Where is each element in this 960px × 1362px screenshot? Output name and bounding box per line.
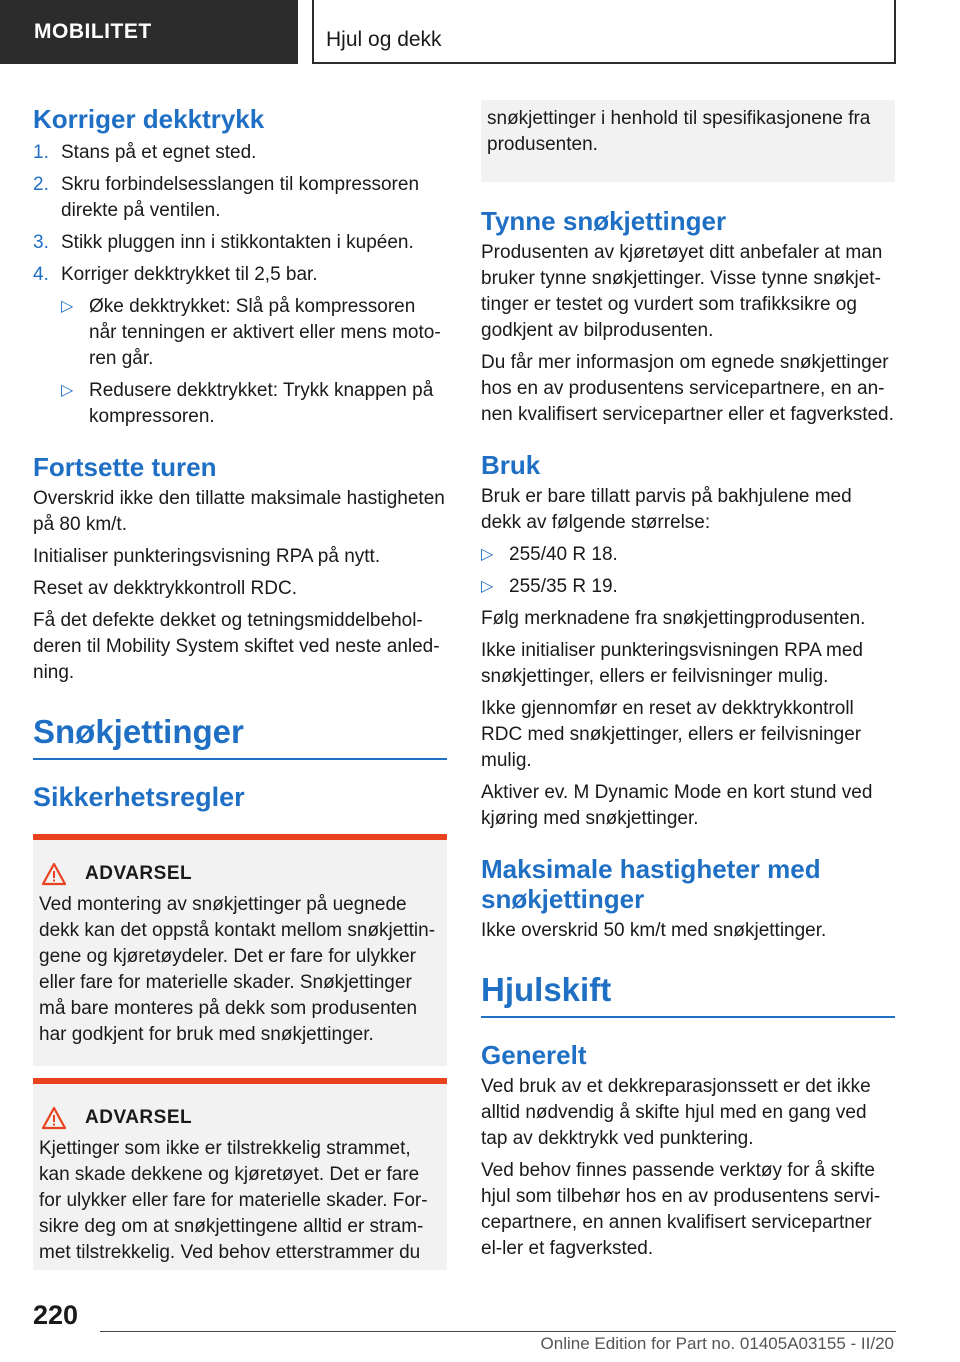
right-column <box>481 100 895 1262</box>
list-item <box>481 542 895 568</box>
page-header <box>0 0 960 66</box>
section-heading-hjulskift <box>481 970 895 1018</box>
paragraph: Du får mer informasjon om egnede snøkjettinger hos en av produsentens servicepartnere, en an‐nen kvalifisert servicepartner eller et fagverksted. <box>481 352 894 425</box>
paragraph: Ved bruk av et dekkreparasjonssett er det ikke alltid nødvendig å skifte hjul med en gang ved tap av dekktrykk ved punktering. <box>481 1076 871 1149</box>
heading-tynne-snokjettinger: Tynne snøkjettinger <box>481 206 727 236</box>
steps-list <box>33 140 447 288</box>
list-item <box>61 378 447 430</box>
warning-text-continued: snøkjettinger i henhold til spesifikasjonene fra produsenten. <box>487 108 871 155</box>
warning-box <box>33 1078 447 1270</box>
triangle-bullet-icon: ▷ <box>61 298 74 315</box>
list-item <box>61 294 447 372</box>
warning-triangle-icon <box>41 862 67 886</box>
paragraph: Ved behov finnes passende verktøy for å skifte hjul som tilbehør hos en av produsentens servi‐cepartnere, en annen kvalifisert servicepartner el‐ler et fagverksted. <box>481 1160 881 1259</box>
footer-divider <box>100 1331 896 1332</box>
paragraph: Aktiver ev. M Dynamic Mode en kort stund ved kjøring med snøkjettinger. <box>481 782 873 829</box>
warning-text: Kjettinger som ikke er tilstrekkelig strammet, kan skade dekkene og kjøretøyet. Det er fare for ulykker eller fare for materielle skader. For‐sikre deg om at snøkjettingene alltid er stram‐met tilstrekkelig. Ved behov etterstrammer du <box>39 1138 428 1263</box>
tire-sizes-list <box>481 542 895 600</box>
tire-size: 255/40 R 18. <box>509 544 618 565</box>
paragraph: Følg merknadene fra snøkjettingprodusenten. <box>481 608 866 629</box>
paragraph: Produsenten av kjøretøyet ditt anbefaler at man bruker tynne snøkjettinger. Visse tynne snøkjet‐tinger er testet og vurdert som trafikksikre og godkjent av bilprodusenten. <box>481 242 883 341</box>
paragraph: Reset av dekktrykkontroll RDC. <box>33 578 297 599</box>
warning-header <box>39 1106 441 1130</box>
paragraph: Bruk er bare tillatt parvis på bakhjulene med dekk av følgende størrelse: <box>481 486 852 533</box>
heading-bruk: Bruk <box>481 450 541 480</box>
list-item <box>33 140 447 166</box>
heading-maksimale-hastigheter: Maksimale hastigheter med snøkjettinger <box>481 854 821 914</box>
paragraph: Overskrid ikke den tillatte maksimale hastigheten på 80 km/t. <box>33 488 445 535</box>
heading-hjulskift: Hjulskift <box>481 971 612 1008</box>
warning-box <box>33 834 447 1066</box>
list-item <box>33 172 447 224</box>
heading-generelt: Generelt <box>481 1040 587 1070</box>
heading-sikkerhetsregler: Sikkerhetsregler <box>33 782 245 812</box>
step-number: 2. <box>33 174 49 195</box>
step-number: 4. <box>33 264 49 285</box>
step-number: 3. <box>33 232 49 253</box>
triangle-bullet-icon: ▷ <box>481 578 494 595</box>
left-column <box>33 96 447 1270</box>
substep-text: Redusere dekktrykket: Trykk knappen på kompressoren. <box>89 380 434 427</box>
warning-text: Ved montering av snøkjettinger på uegnede dekk kan det oppstå kontakt mellom snøkjettin‐gene og kjøretøydeler. Det er fare for ulykker eller fare for materielle skader. Snøkjettinger må bare monteres på dekk som produsenten har godkjent for bruk med snøkjettinger. <box>39 894 436 1045</box>
list-item <box>33 230 447 256</box>
list-item <box>33 262 447 288</box>
tire-size: 255/35 R 19. <box>509 576 618 597</box>
paragraph: Få det defekte dekket og tetningsmiddelbehol‐deren til Mobility System skiftet ved neste anled‐ning. <box>33 610 440 683</box>
page-number: 220 <box>33 1300 79 1330</box>
heading-fortsette-turen: Fortsette turen <box>33 452 217 482</box>
substep-text: Øke dekktrykket: Slå på kompressoren når tenningen er aktivert eller mens moto‐ren går. <box>89 296 441 369</box>
section-heading-snokjettinger <box>33 712 447 760</box>
paragraph: Initialiser punkteringsvisning RPA på nytt. <box>33 546 381 567</box>
step-text: Skru forbindelsesslangen til kompressoren direkte på ventilen. <box>61 174 420 221</box>
warning-continuation <box>481 100 895 182</box>
heading-snokjettinger: Snøkjettinger <box>33 713 244 750</box>
step-text: Stikk pluggen inn i stikkontakten i kupéen. <box>61 232 414 253</box>
step-text: Korriger dekktrykket til 2,5 bar. <box>61 264 318 285</box>
warning-title: ADVARSEL <box>85 863 193 884</box>
heading-korriger-dekktrykk: Korriger dekktrykk <box>33 104 265 134</box>
section-title: MOBILITET <box>0 0 298 64</box>
paragraph: Ikke initialiser punkteringsvisningen RPA med snøkjettinger, ellers er feilvisninger mulig. <box>481 640 863 687</box>
warning-header <box>39 862 441 886</box>
warning-triangle-icon <box>41 1106 67 1130</box>
chapter-title: Hjul og dekk <box>312 0 896 64</box>
step-text: Stans på et egnet sted. <box>61 142 257 163</box>
paragraph: Ikke overskrid 50 km/t med snøkjettinger. <box>481 920 827 941</box>
list-item <box>481 574 895 600</box>
paragraph: Ikke gjennomfør en reset av dekktrykkontroll RDC med snøkjettinger, ellers er feilvisninger mulig. <box>481 698 862 771</box>
substeps-list <box>33 294 447 430</box>
warning-title: ADVARSEL <box>85 1107 193 1128</box>
triangle-bullet-icon: ▷ <box>481 546 494 563</box>
step-number: 1. <box>33 142 49 163</box>
triangle-bullet-icon: ▷ <box>61 382 74 399</box>
edition-note: Online Edition for Part no. 01405A03155 - II/20 <box>540 1334 894 1353</box>
